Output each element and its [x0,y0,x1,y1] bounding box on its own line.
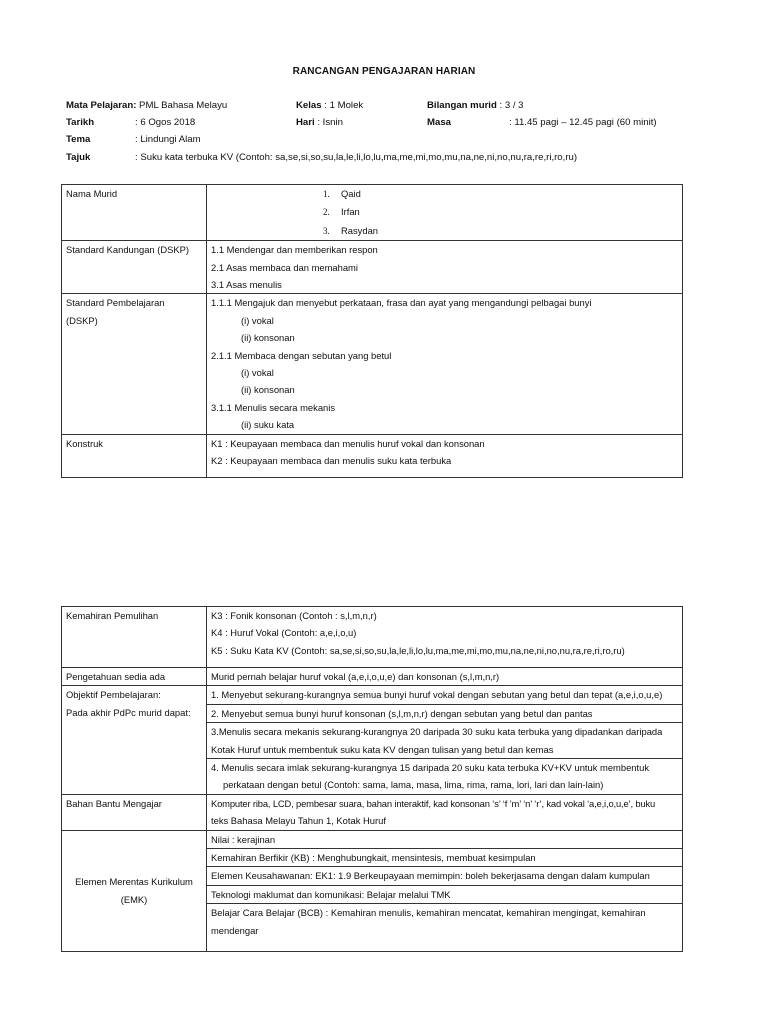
table-row [62,686,683,794]
table-row [62,185,683,241]
list-item: (ii) suku kata [241,419,295,431]
list-item: 1. Qaid [323,188,361,199]
list-item: 3.1 Asas menulis [211,279,282,291]
list-item: (ii) konsonan [241,384,295,396]
list-item: 2.1.1 Membaca dengan sebutan yang betul [211,349,392,361]
standard-kandungan-cell [207,241,683,294]
tarikh-value: : 6 Ogos 2018 [135,117,196,128]
list-item: K5 : Suku Kata KV (Contoh: sa,se,si,so,su,la,le,li,lo,lu,ma,me,mi,mo,mu,na,ne,ni,no,nu,ra,re,ri,ro,ru) [211,644,625,656]
emk-label: Elemen Merentas Kurikulum (EMK) [62,830,207,951]
bilangan-murid-value: : 3 / 3 [496,100,524,111]
standard-kandungan-label: Standard Kandungan (DSKP) [62,241,207,294]
list-item: (ii) konsonan [241,332,295,344]
table-row [62,294,683,434]
list-item: Kemahiran Berfikir (KB) : Menghubungkait, mensintesis, membuat kesimpulan [207,849,682,867]
objektif-label: Objektif Pembelajaran: Pada akhir PdPc murid dapat: [62,686,207,794]
objektif-cell [207,686,683,794]
rph-table-2 [61,606,683,952]
kelas-label: Kelas [296,100,322,111]
standard-pembelajaran-label: Standard Pembelajaran (DSKP) [62,294,207,434]
table-row [62,668,683,686]
tarikh-label: Tarikh [66,117,95,128]
bilangan-murid-label: Bilangan murid [427,100,497,111]
table-row [62,830,683,951]
list-item: 3. Rasydan [323,224,379,236]
tema-value: : Lindungi Alam [135,134,201,145]
bahan-bantu-label: Bahan Bantu Mengajar [62,794,207,830]
nama-murid-label: Nama Murid [62,185,207,241]
list-item: K3 : Fonik konsonan (Contoh : s,l,m,n,r) [211,610,377,621]
kelas-value: : 1 Molek [321,100,364,111]
pengetahuan-sedia-ada-label: Pengetahuan sedia ada [62,668,207,686]
hari-label: Hari [296,117,315,128]
list-item: Nilai : kerajinan [207,831,682,849]
table-row [62,794,683,830]
table-row [62,241,683,294]
tema-label: Tema [66,134,91,145]
standard-pembelajaran-cell [207,294,683,434]
rph-table-1 [61,184,683,478]
list-item: 2.1 Asas membaca dan memahami [211,261,358,273]
table-row [62,434,683,477]
list-item: Elemen Keusahawanan: EK1: 1.9 Berkeupayaan memimpin: boleh bekerjasama dengan dalam kumpulan [207,867,682,885]
bilangan-murid [427,97,524,114]
masa-value: : 11.45 pagi – 12.45 pagi (60 minit) [509,117,657,128]
list-item: 1.1 Mendengar dan memberikan respon [211,244,378,256]
konstruk-label: Konstruk [62,434,207,477]
mata-pelajaran-value: PML Bahasa Melayu [136,100,228,111]
kemahiran-pemulihan-label: Kemahiran Pemulihan [62,607,207,668]
hari [296,114,343,131]
list-item: 1. Menyebut sekurang-kurangnya semua bunyi huruf vokal dengan sebutan yang betul dan tepat (a,e,i,o,u,e) [207,686,682,704]
masa-label: Masa [427,117,451,128]
list-item: K1 : Keupayaan membaca dan menulis huruf vokal dan konsonan [211,437,485,449]
list-item: 4. Menulis secara imlak sekurang-kurangnya 15 daripada 20 suku kata terbuka KV+KV untuk membentuk perkataan dengan betul (Contoh: sama, lama, masa, lima, rima, rama, lori, lari dan lain-lain) [211,762,650,791]
murid-list [211,185,678,240]
tajuk-value: : Suku kata terbuka KV (Contoh: sa,se,si,so,su,la,le,li,lo,lu,ma,me,mi,mo,mu,na,ne,ni,no,nu,ra,re,ri,ro,ru) [135,152,578,163]
list-item: (i) vokal [241,314,274,326]
list-item: 2. Menyebut semua bunyi huruf konsonan (s,l,m,n,r) dengan sebutan yang betul dan pantas [207,705,682,723]
emk-cell [207,830,683,951]
pengetahuan-sedia-ada-cell: Murid pernah belajar huruf vokal (a,e,i,o,u,e) dan konsonan (s,l,m,n,r) [207,668,683,686]
list-item: (i) vokal [241,367,274,379]
tajuk-label: Tajuk [66,152,91,163]
list-item: 3.Menulis secara mekanis sekurang-kurangnya 20 daripada 30 suku kata terbuka yang dipadankan daripada Kotak Huruf untuk membentuk suku kata KV dengan tulisan yang betul dan kemas [207,723,682,759]
table-row [62,607,683,668]
kemahiran-pemulihan-cell [207,607,683,668]
kelas [296,97,363,114]
list-item: Belajar Cara Belajar (BCB) : Kemahiran menulis, kemahiran mencatat, kemahiran mengingat, kemahiran mendengar [211,907,646,936]
nama-murid-cell [207,185,683,241]
mata-pelajaran-label: Mata Pelajaran: [66,100,137,111]
bahan-bantu-cell: Komputer riba, LCD, pembesar suara, bahan interaktif, kad konsonan ‘s’ ‘f ’m’ ‘n’ ‘r’, kad vokal ‘a,e,i,o,u,e’, buku teks Bahasa Melayu Tahun 1, Kotak Huruf [207,794,683,830]
list-item: 2. Irfan [323,206,360,218]
list-item: 1.1.1 Mengajuk dan menyebut perkataan, frasa dan ayat yang mengandungi pelbagai bunyi [211,297,592,309]
page-title: RANCANGAN PENGAJARAN HARIAN [292,66,476,77]
mata-pelajaran [66,97,227,114]
list-item: K2 : Keupayaan membaca dan menulis suku kata terbuka [211,455,452,467]
konstruk-cell [207,434,683,477]
list-item: Teknologi maklumat dan komunikasi: Belajar melalui TMK [207,886,682,904]
hari-value: : Isnin [314,117,343,128]
list-item: 3.1.1 Menulis secara mekanis [211,401,336,413]
list-item: K4 : Huruf Vokal (Contoh: a,e,i,o,u) [211,627,357,639]
